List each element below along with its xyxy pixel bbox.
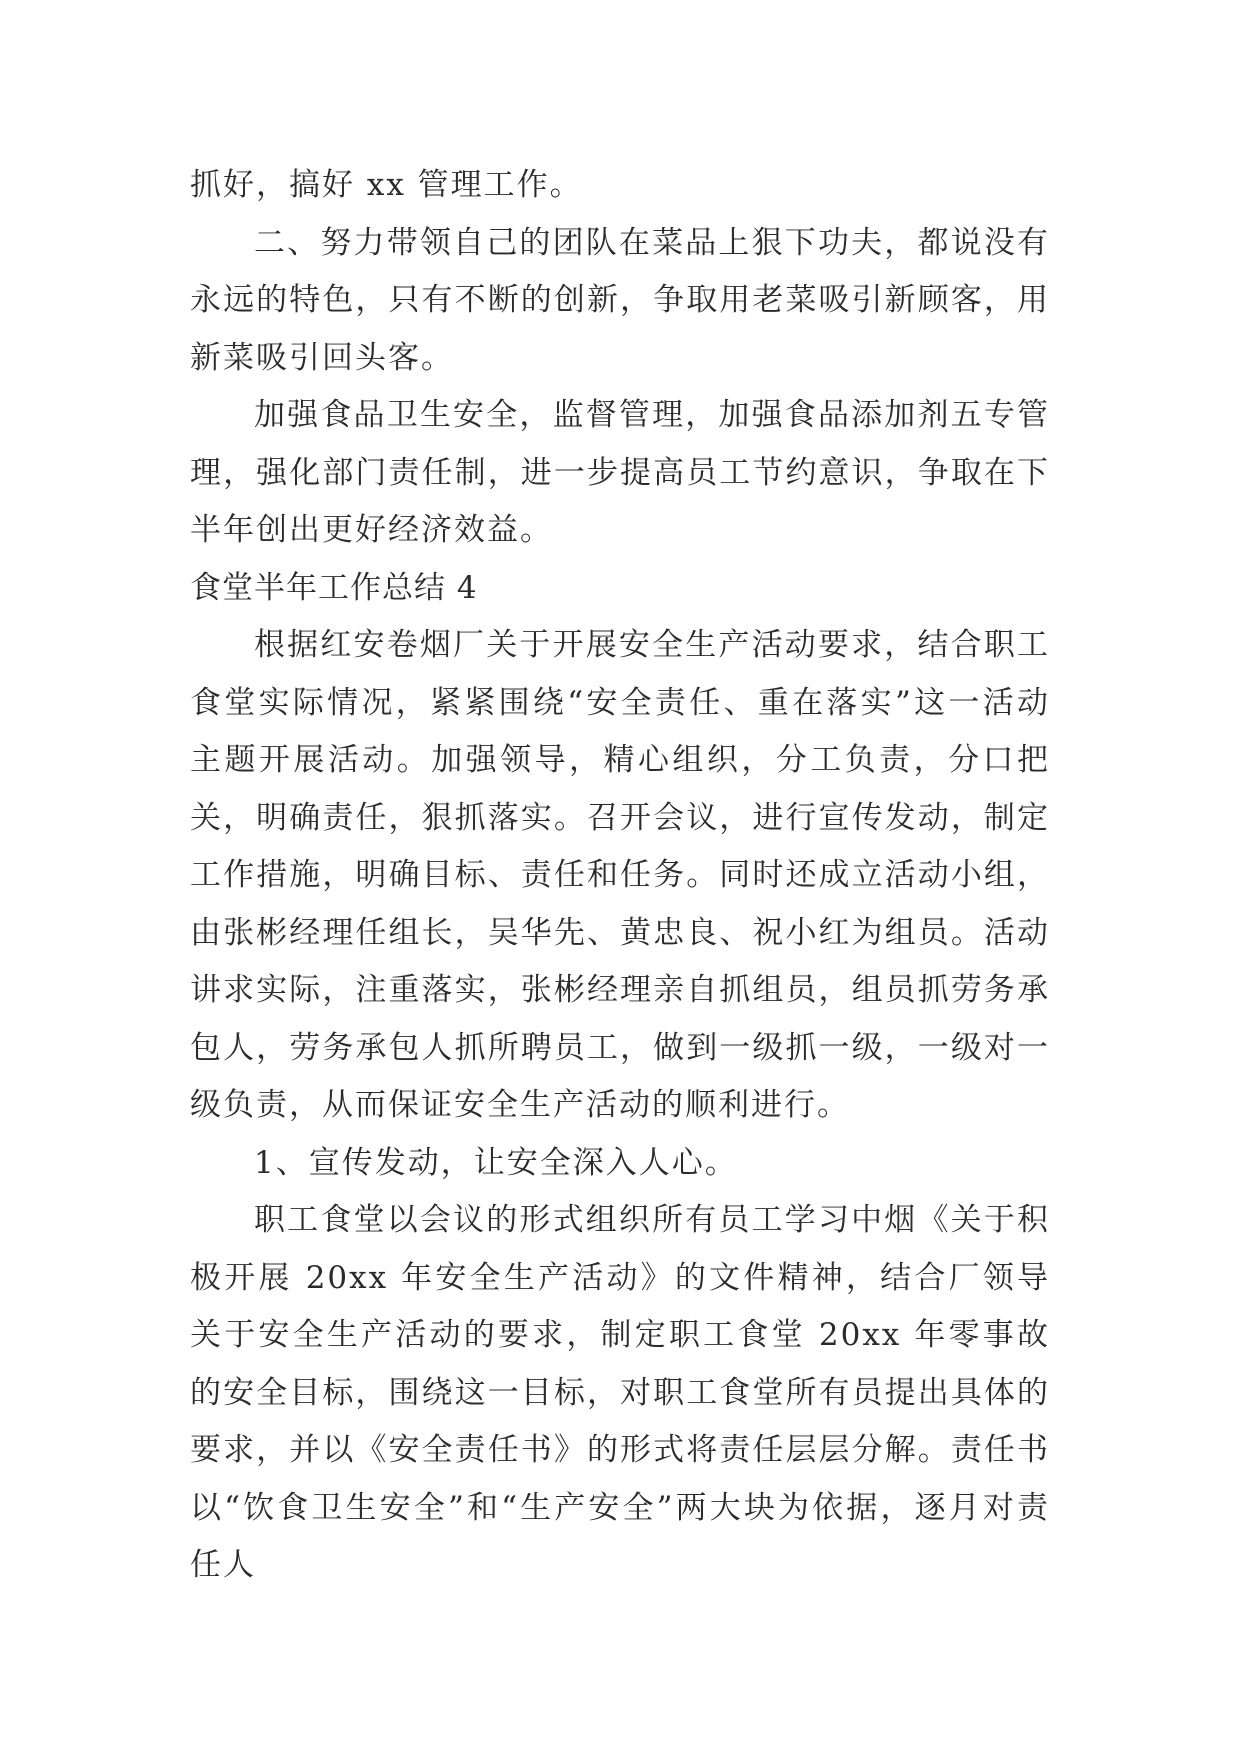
paragraph-meeting-study: 职工食堂以会议的形式组织所有员工学习中烟《关于积极开展 20xx 年安全生产活动》的文件精神，结合厂领导关于安全生产活动的要求，制定职工食堂 20xx 年零事故的安全目标，围绕这一目标，对职工食堂所有员提出具体的要求，并以《安全责任书》的形式将责任层层分解。责任书以“饮食卫生安全”和“生产安全”两大块为依据，逐月对责任人 <box>190 1202 1050 1583</box>
paragraph-continuation: 抓好，搞好 xx 管理工作。 <box>190 167 583 203</box>
paragraph-subheading-publicity: 1、宣传发动，让安全深入人心。 <box>254 1144 738 1181</box>
paragraph-dishes: 二、努力带领自己的团队在菜品上狠下功夫，都说没有永远的特色，只有不断的创新，争取用老菜吸引新顾客，用新菜吸引回头客。 <box>190 224 1050 376</box>
document-body <box>190 157 1050 1595</box>
section-heading: 食堂半年工作总结 4 <box>190 569 478 606</box>
paragraph-safety-activity: 根据红安卷烟厂关于开展安全生产活动要求，结合职工食堂实际情况，紧紧围绕“安全责任、重在落实”这一活动主题开展活动。加强领导，精心组织，分工负责，分口把关，明确责任，狠抓落实。召开会议，进行宣传发动，制定工作措施，明确目标、责任和任务。同时还成立活动小组，由张彬经理任组长，吴华先、黄忠良、祝小红为组员。活动讲求实际，注重落实，张彬经理亲自抓组员，组员抓劳务承包人，劳务承包人抓所聘员工，做到一级抓一级，一级对一级负责，从而保证安全生产活动的顺利进行。 <box>190 627 1050 1123</box>
paragraph-food-safety: 加强食品卫生安全，监督管理，加强食品添加剂五专管理，强化部门责任制，进一步提高员工节约意识，争取在下半年创出更好经济效益。 <box>190 397 1050 548</box>
